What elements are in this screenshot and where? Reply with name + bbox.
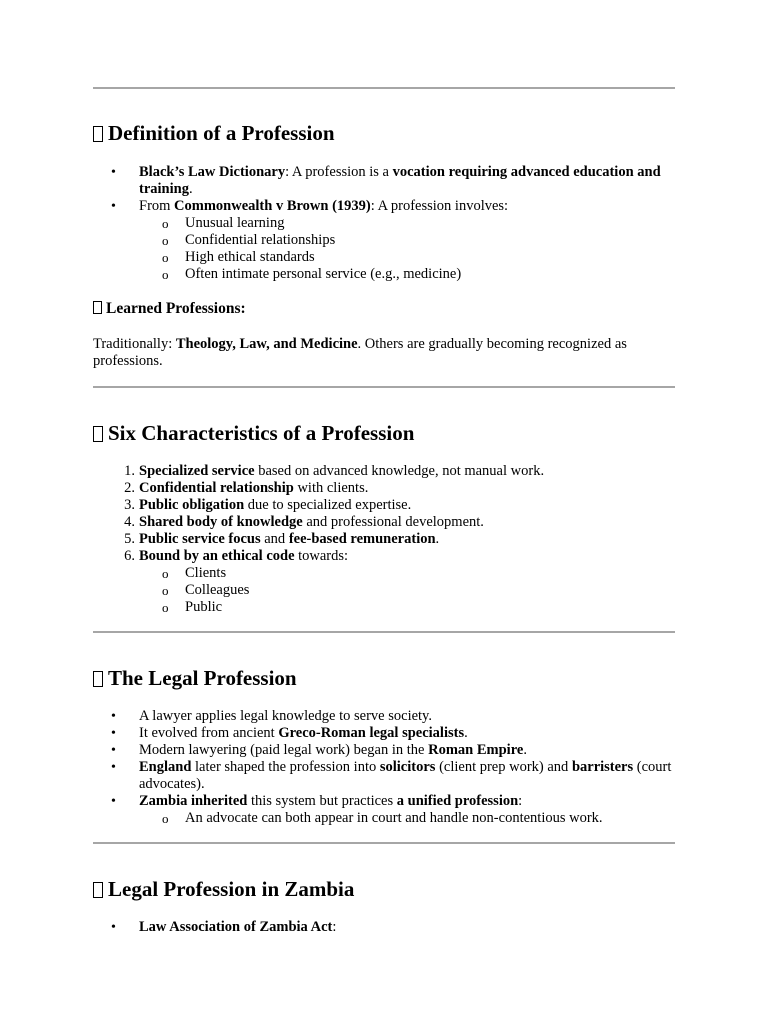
list-item: • Zambia inherited this system but practices a unified profession:: [111, 793, 523, 809]
legal-profession-list: [93, 708, 675, 827]
zambia-list: [93, 919, 675, 936]
section-heading-definition: Definition of a Profession: [93, 121, 335, 145]
sub-list-item: o High ethical standards: [162, 249, 315, 265]
sub-list-item: o Often intimate personal service (e.g., medicine): [162, 266, 462, 282]
list-item: 2. Confidential relationship with clients.: [124, 480, 369, 496]
sub-list-item: o An advocate can both appear in court and handle non-contentious work.: [162, 810, 603, 826]
sub-list-item: o Colleagues: [162, 582, 250, 598]
characteristics-list: [93, 463, 675, 616]
missing-glyph-icon: [93, 426, 103, 442]
missing-glyph-icon: [93, 882, 103, 898]
list-item: • Law Association of Zambia Act:: [111, 919, 337, 935]
list-item: • From Commonwealth v Brown (1939): A profession involves:: [111, 198, 509, 214]
list-item: 1. Specialized service based on advanced knowledge, not manual work.: [124, 463, 545, 479]
list-item: 6. Bound by an ethical code towards:: [124, 548, 349, 564]
list-item: • England later shaped the profession into solicitors (client prep work) and barristers (court advocates).: [111, 759, 672, 792]
learned-professions-paragraph: Traditionally: Theology, Law, and Medicine. Others are gradually becoming recognized as professions.: [93, 336, 627, 369]
list-item: 3. Public obligation due to specialized expertise.: [124, 497, 412, 513]
horizontal-rule: [93, 87, 675, 89]
horizontal-rule: [93, 386, 675, 388]
list-item: 4. Shared body of knowledge and professional development.: [124, 514, 484, 530]
list-item: • It evolved from ancient Greco-Roman legal specialists.: [111, 725, 468, 741]
list-item: 5. Public service focus and fee-based remuneration.: [124, 531, 440, 547]
sub-list-item: o Public: [162, 599, 223, 615]
subheading-learned-professions: Learned Professions:: [93, 300, 246, 318]
missing-glyph-icon: [93, 301, 102, 314]
missing-glyph-icon: [93, 671, 103, 687]
sub-list-item: o Clients: [162, 565, 227, 581]
list-item: • Modern lawyering (paid legal work) began in the Roman Empire.: [111, 742, 527, 758]
section-heading-six-characteristics: Six Characteristics of a Profession: [93, 421, 414, 445]
sub-list-item: o Unusual learning: [162, 215, 285, 231]
section-heading-zambia: Legal Profession in Zambia: [93, 877, 354, 901]
section-heading-legal-profession: The Legal Profession: [93, 666, 297, 690]
list-item: • Black’s Law Dictionary: A profession is a vocation requiring advanced education and training.: [111, 164, 661, 197]
horizontal-rule: [93, 842, 675, 844]
missing-glyph-icon: [93, 126, 103, 142]
definition-list: [93, 164, 675, 283]
sub-list-item: o Confidential relationships: [162, 232, 336, 248]
horizontal-rule: [93, 631, 675, 633]
list-item: • A lawyer applies legal knowledge to serve society.: [111, 708, 432, 724]
